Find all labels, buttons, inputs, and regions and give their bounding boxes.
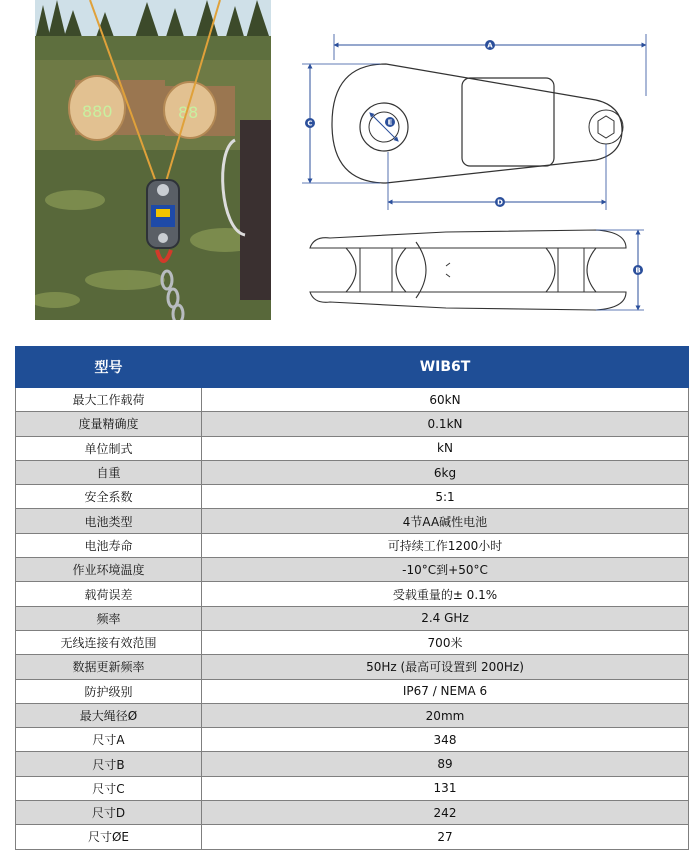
- spec-label: 安全系数: [16, 485, 202, 509]
- table-row: [16, 533, 689, 557]
- spec-value: -10°C到+50°C: [202, 558, 689, 582]
- header-model-label: 型号: [16, 347, 202, 388]
- spec-value: IP67 / NEMA 6: [202, 679, 689, 703]
- table-row: [16, 825, 689, 849]
- top-view-drawing: [296, 30, 666, 215]
- spec-value: 20mm: [202, 703, 689, 727]
- spec-table: [15, 346, 689, 850]
- table-row: [16, 679, 689, 703]
- spec-label: 最大工作载荷: [16, 388, 202, 412]
- spec-value: 5:1: [202, 485, 689, 509]
- spec-value: 2.4 GHz: [202, 606, 689, 630]
- spec-label: 电池类型: [16, 509, 202, 533]
- spec-label: 尺寸C: [16, 776, 202, 800]
- spec-value: 受载重量的± 0.1%: [202, 582, 689, 606]
- table-row: [16, 582, 689, 606]
- spec-value: kN: [202, 436, 689, 460]
- log-mark-right: 88: [178, 103, 199, 122]
- table-row: [16, 752, 689, 776]
- table-row: [16, 630, 689, 654]
- log-mark-left: 880: [82, 102, 113, 121]
- spec-value: 4节AA碱性电池: [202, 509, 689, 533]
- header-model-value: WIB6T: [202, 347, 689, 388]
- product-photo: [35, 0, 271, 320]
- table-row: [16, 388, 689, 412]
- spec-label: 频率: [16, 606, 202, 630]
- spec-label: 载荷误差: [16, 582, 202, 606]
- spec-value: 348: [202, 728, 689, 752]
- dimension-e-label: E: [387, 118, 393, 127]
- spec-label: 无线连接有效范围: [16, 630, 202, 654]
- table-row: [16, 776, 689, 800]
- spec-value: 6kg: [202, 460, 689, 484]
- spec-label: 尺寸D: [16, 801, 202, 825]
- dimension-a-label: A: [487, 41, 493, 50]
- spec-label: 度量精确度: [16, 412, 202, 436]
- table-row: [16, 460, 689, 484]
- spec-value: 0.1kN: [202, 412, 689, 436]
- spec-label: 单位制式: [16, 436, 202, 460]
- table-row: [16, 606, 689, 630]
- spec-value: 131: [202, 776, 689, 800]
- spec-label: 电池寿命: [16, 533, 202, 557]
- spec-value: 27: [202, 825, 689, 849]
- spec-table-body: [16, 388, 689, 850]
- spec-value: 60kN: [202, 388, 689, 412]
- table-row: [16, 655, 689, 679]
- spec-label: 尺寸ØE: [16, 825, 202, 849]
- table-row: [16, 436, 689, 460]
- table-row: [16, 801, 689, 825]
- spec-label: 尺寸A: [16, 728, 202, 752]
- spec-value: 可持续工作1200小时: [202, 533, 689, 557]
- dimension-d-label: D: [497, 198, 503, 207]
- spec-label: 最大绳径Ø: [16, 703, 202, 727]
- spec-value: 50Hz (最高可设置到 200Hz): [202, 655, 689, 679]
- side-view-drawing: [296, 222, 666, 318]
- table-header-row: [16, 347, 689, 388]
- spec-label: 防护级别: [16, 679, 202, 703]
- dimension-c-label: C: [307, 119, 313, 128]
- table-row: [16, 558, 689, 582]
- spec-value: 242: [202, 801, 689, 825]
- table-row: [16, 728, 689, 752]
- spec-label: 数据更新频率: [16, 655, 202, 679]
- spec-label: 作业环境温度: [16, 558, 202, 582]
- table-row: [16, 509, 689, 533]
- spec-label: 自重: [16, 460, 202, 484]
- dimension-b-label: B: [635, 266, 641, 275]
- table-row: [16, 412, 689, 436]
- spec-value: 89: [202, 752, 689, 776]
- spec-label: 尺寸B: [16, 752, 202, 776]
- table-row: [16, 485, 689, 509]
- spec-value: 700米: [202, 630, 689, 654]
- table-row: [16, 703, 689, 727]
